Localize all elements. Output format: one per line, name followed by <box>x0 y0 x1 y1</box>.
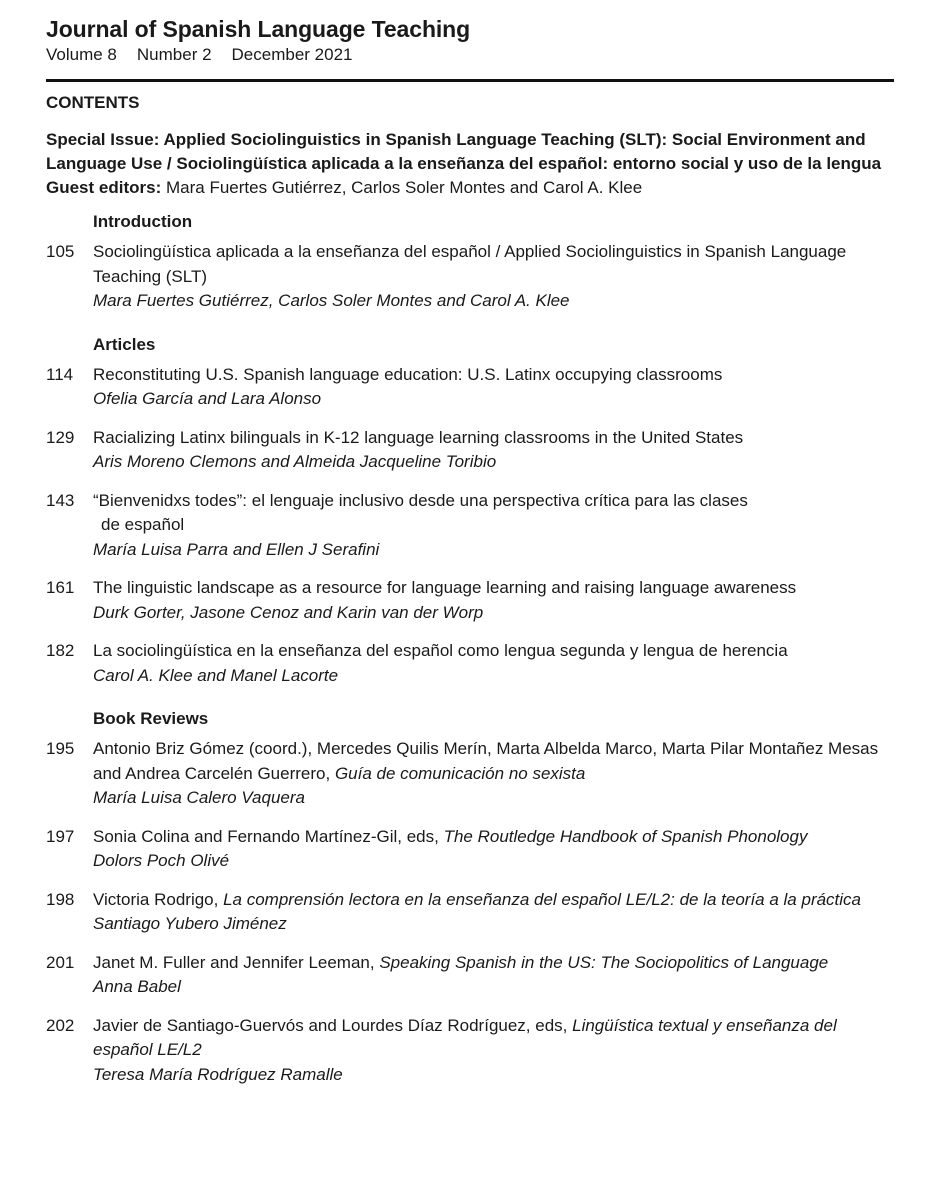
toc-entry[interactable] <box>46 825 894 874</box>
page-number: 143 <box>46 490 75 510</box>
reviewer: Santiago Yubero Jiménez <box>93 914 287 933</box>
page-number: 195 <box>46 739 75 758</box>
issue-number: Number 2 <box>136 45 212 64</box>
guest-editors-names: Mara Fuertes Gutiérrez, Carlos Soler Montes and Carol A. Klee <box>165 178 643 197</box>
book-authors: Sonia Colina and Fernando Martínez-Gil, eds, <box>93 826 439 846</box>
entry-authors: Mara Fuertes Gutiérrez, Carlos Soler Montes and Carol A. Klee <box>93 291 570 310</box>
toc-entry[interactable] <box>46 240 894 314</box>
reviewer: Teresa María Rodríguez Ramalle <box>93 1064 343 1084</box>
entry-title: The linguistic landscape as a resource for language learning and raising language awareness <box>93 578 797 597</box>
page-number: 202 <box>46 1015 75 1035</box>
special-issue-title: Special Issue: Applied Sociolinguistics in Spanish Language Teaching (SLT): Social Environment and Language Use / Sociolingüística aplicada a la enseñanza del español: entorno social y uso de la lengua <box>46 130 882 173</box>
section-heading-introduction: Introduction <box>93 212 193 231</box>
review-book-line <box>93 825 894 850</box>
entry-authors: María Luisa Parra and Ellen J Serafini <box>93 539 380 559</box>
book-title: Lingüística textual y enseñanza del español LE/L2 <box>93 1015 837 1059</box>
toc-entry[interactable] <box>46 489 894 563</box>
book-authors: Javier de Santiago-Guervós and Lourdes Díaz Rodríguez, eds, <box>93 1015 568 1035</box>
section-heading-articles: Articles <box>93 334 156 354</box>
entry-title: La sociolingüística en la enseñanza del español como lengua segunda y lengua de herencia <box>93 641 788 660</box>
page-number: 198 <box>46 889 75 909</box>
book-authors: Victoria Rodrigo, <box>93 889 219 909</box>
toc-entry[interactable] <box>46 363 894 412</box>
book-title: Guía de comunicación no sexista <box>334 763 586 783</box>
toc-entry[interactable] <box>46 1014 894 1088</box>
contents-heading: CONTENTS <box>46 93 140 112</box>
entry-title-line-1: “Bienvenidxs todes”: el lenguaje inclusivo desde una perspectiva crítica para las clases <box>93 490 748 510</box>
review-book-line <box>93 951 894 976</box>
page-number: 182 <box>46 641 75 660</box>
header-rule <box>46 79 894 82</box>
book-authors: Antonio Briz Gómez (coord.), Mercedes Quilis Merín, Marta Albelda Marco, Marta Pilar Montañez Mesas and Andrea Carcelén Guerrero, <box>93 739 879 783</box>
issue-date: December 2021 <box>231 45 353 64</box>
entry-authors: Ofelia García and Lara Alonso <box>93 389 322 408</box>
guest-editors <box>46 176 894 200</box>
toc-page <box>46 14 894 1087</box>
toc-entry[interactable] <box>46 951 894 1000</box>
toc-entry[interactable] <box>46 888 894 937</box>
entry-title: Sociolingüística aplicada a la enseñanza del español / Applied Sociolinguistics in Spanish Language Teaching (SLT) <box>93 242 847 286</box>
reviewer: Dolors Poch Olivé <box>93 851 230 870</box>
page-number: 129 <box>46 427 75 447</box>
journal-title: Journal of Spanish Language Teaching <box>46 16 471 42</box>
toc-entry[interactable] <box>46 639 894 688</box>
section-heading-book-reviews: Book Reviews <box>93 709 209 728</box>
reviewer: Anna Babel <box>93 977 181 996</box>
book-title: Speaking Spanish in the US: The Sociopolitics of Language <box>379 952 829 972</box>
book-title: The Routledge Handbook of Spanish Phonology <box>443 826 808 846</box>
toc-entry[interactable] <box>46 576 894 625</box>
page-number: 197 <box>46 826 75 846</box>
book-authors: Janet M. Fuller and Jennifer Leeman, <box>93 952 375 972</box>
guest-editors-label: Guest editors: <box>46 178 162 197</box>
entry-authors: Durk Gorter, Jasone Cenoz and Karin van der Worp <box>93 602 484 622</box>
reviewer: María Luisa Calero Vaquera <box>93 788 305 807</box>
entry-title-line-2: de español <box>101 515 185 534</box>
page-number: 201 <box>46 952 75 972</box>
page-number: 114 <box>46 364 74 384</box>
review-book-line <box>93 1014 894 1063</box>
toc-entry[interactable] <box>46 737 894 811</box>
book-title: La comprensión lectora en la enseñanza del español LE/L2: de la teoría a la práctica <box>223 889 862 909</box>
volume: Volume 8 <box>46 45 117 64</box>
entry-title: Racializing Latinx bilinguals in K-12 language learning classrooms in the United States <box>93 427 744 447</box>
issue-info <box>46 44 894 66</box>
toc-entry[interactable] <box>46 426 894 475</box>
entry-title: Reconstituting U.S. Spanish language education: U.S. Latinx occupying classrooms <box>93 364 723 384</box>
entry-authors: Carol A. Klee and Manel Lacorte <box>93 665 339 685</box>
entry-authors: Aris Moreno Clemons and Almeida Jacqueline Toribio <box>93 452 497 471</box>
page-number: 105 <box>46 242 75 261</box>
review-book-line <box>93 737 894 786</box>
review-book-line <box>93 888 894 913</box>
page-number: 161 <box>46 578 75 597</box>
